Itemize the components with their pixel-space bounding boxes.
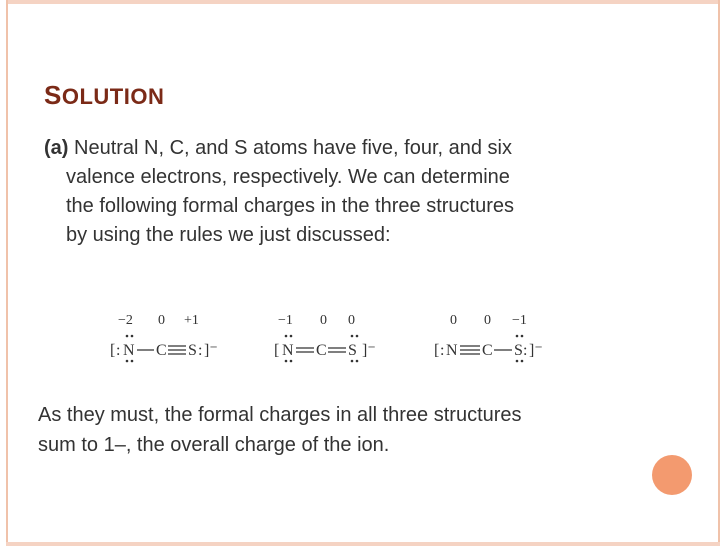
paragraph-a-line-2: valence electrons, respectively. We can determine [66, 166, 510, 188]
lewis-structure-1 [110, 313, 218, 362]
s2-bracket-close: ]⁻ [362, 342, 376, 359]
s2-s-dot-top-1 [351, 335, 354, 338]
lewis-structure-2 [274, 313, 376, 362]
s2-bracket-open: [ [274, 342, 280, 359]
paragraph-a-lead: (a) [44, 137, 69, 159]
s3-s-dot-bot-1 [516, 360, 519, 363]
s2-atom-s: S [348, 342, 357, 359]
frame-top-border [6, 0, 720, 4]
paragraph-a [44, 134, 644, 250]
s1-lp-left: : [116, 342, 121, 359]
frame-left-border [6, 0, 8, 546]
paragraph-conclusion-line-1: As they must, the formal charges in all three structures [38, 404, 522, 426]
s3-atom-c: C [482, 342, 493, 359]
lewis-structure-3 [434, 313, 543, 362]
paragraph-a-line-1-text: Neutral N, C, and S atoms have five, four, and six [68, 137, 512, 159]
s2-n-dot-top-1 [285, 335, 288, 338]
s2-s-dot-bot-2 [356, 360, 359, 363]
s1-n-dot-bot-1 [126, 360, 129, 363]
lewis-structures [0, 300, 728, 370]
frame-right-border [718, 0, 720, 546]
frame-bottom-border [6, 542, 720, 546]
s2-n-dot-bot-2 [290, 360, 293, 363]
s2-n-dot-top-2 [290, 335, 293, 338]
s2-n-dot-bot-1 [285, 360, 288, 363]
s3-lp-right: : [523, 342, 528, 359]
s3-atom-n: N [446, 342, 458, 359]
decorative-circle [652, 455, 692, 495]
s1-atom-c: C [156, 342, 167, 359]
s1-bracket-close: ]⁻ [204, 342, 218, 359]
s3-bracket-open: [ [434, 342, 440, 359]
s1-charge-s: +1 [184, 313, 199, 328]
s3-lp-left: : [440, 342, 445, 359]
s3-s-dot-bot-2 [521, 360, 524, 363]
paragraph-conclusion-line-2: sum to 1–, the overall charge of the ion. [38, 434, 390, 456]
s3-charge-s: −1 [512, 313, 527, 328]
s1-n-dot-top-1 [126, 335, 129, 338]
s1-n-dot-bot-2 [131, 360, 134, 363]
s2-charge-s: 0 [348, 313, 355, 328]
s3-atom-s: S [514, 342, 523, 359]
title-rest: OLUTION [61, 84, 165, 109]
slide-title [44, 80, 164, 111]
s3-charge-c: 0 [484, 313, 491, 328]
title-initial: S [44, 80, 62, 110]
paragraph-conclusion [38, 400, 678, 460]
s2-s-dot-top-2 [356, 335, 359, 338]
s1-bracket-open: [ [110, 342, 116, 359]
s3-s-dot-top-1 [516, 335, 519, 338]
s1-n-dot-top-2 [131, 335, 134, 338]
s3-s-dot-top-2 [521, 335, 524, 338]
s1-atom-n: N [123, 342, 135, 359]
s3-bracket-close: ]⁻ [529, 342, 543, 359]
s2-charge-n: −1 [278, 313, 293, 328]
s3-charge-n: 0 [450, 313, 457, 328]
s2-charge-c: 0 [320, 313, 327, 328]
s1-atom-s: S [188, 342, 197, 359]
s1-charge-c: 0 [158, 313, 165, 328]
s1-charge-n: −2 [118, 313, 133, 328]
paragraph-a-line-4: by using the rules we just discussed: [66, 224, 391, 246]
s2-s-dot-bot-1 [351, 360, 354, 363]
s1-lp-right: : [198, 342, 203, 359]
paragraph-a-line-3: the following formal charges in the three structures [66, 195, 514, 217]
s2-atom-n: N [282, 342, 294, 359]
paragraph-a-line-1 [44, 134, 644, 163]
s2-atom-c: C [316, 342, 327, 359]
